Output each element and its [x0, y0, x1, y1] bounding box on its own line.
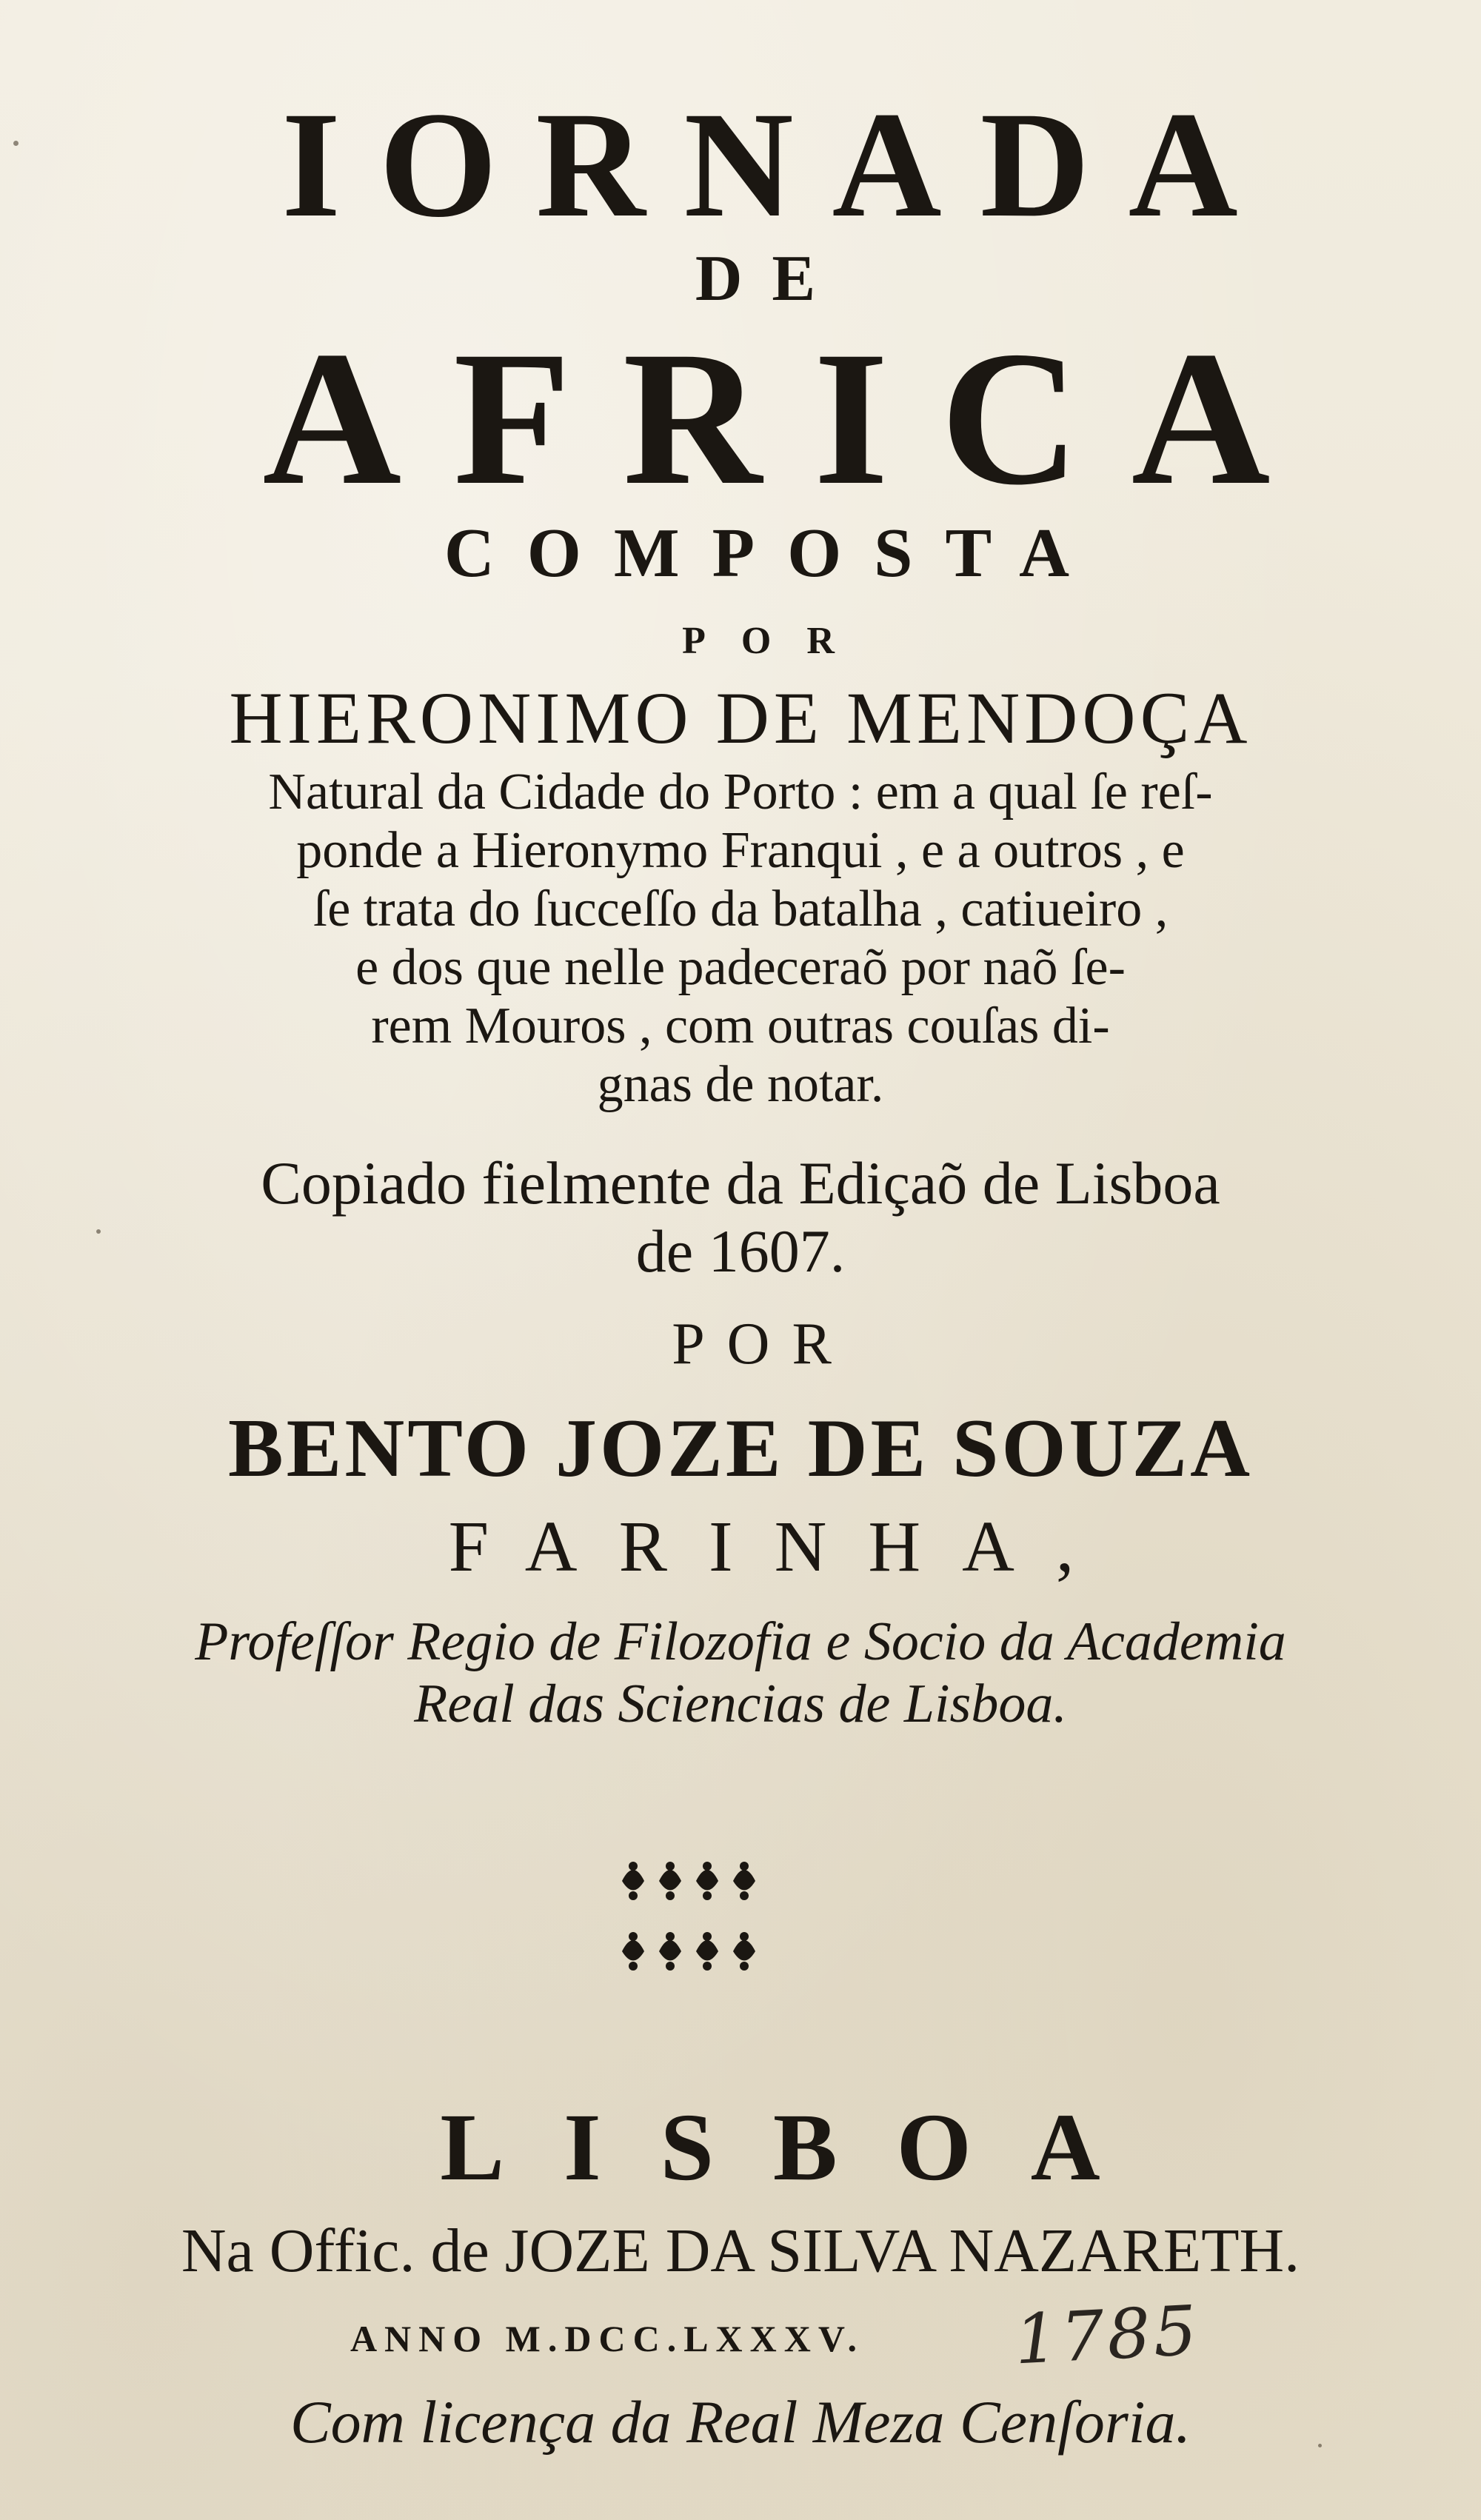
editor-title-line: Profeſſor Regio de Filozofia e Socio da Academia [195, 1611, 1286, 1672]
editor-name: BENTO JOZE DE SOUZA [227, 1403, 1254, 1494]
copied-line: Copiado fielmente da Ediçaõ de Lisboa [261, 1149, 1220, 1217]
description-line: ponde a Hieronymo Franqui , e a outros , e [296, 822, 1185, 879]
ink-spot [1318, 2444, 1322, 2447]
description-line: gnas de notar. [597, 1056, 884, 1113]
editor-title [0, 1611, 1481, 1735]
title-iornada: IORNADA [281, 81, 1277, 249]
por-label-2: POR [672, 1311, 854, 1377]
city-lisboa: LISBOA [440, 2094, 1160, 2201]
author-name: HIERONIMO DE MENDOÇA [229, 677, 1252, 759]
printer-line: Na Offic. de JOZE DA SILVA NAZARETH. [181, 2216, 1300, 2285]
editor-surname: FARINHA, [448, 1507, 1116, 1587]
description-block [0, 763, 1481, 1114]
year-roman: ANNO M.DCC.LXXXV. [350, 2318, 865, 2359]
ink-spot [96, 1229, 101, 1234]
editor-title-line: Real das Sciencias de Lisboa. [414, 1674, 1067, 1734]
ink-spot [13, 141, 19, 146]
license-line: Com licença da Real Meza Cenſoria. [290, 2388, 1191, 2456]
year-handwritten: 1785 [1012, 2290, 1202, 2380]
description-line: e dos que nelle padeceraõ por naõ ſe- [355, 939, 1126, 996]
description-line: Natural da Cidade do Porto : em a qual ſe reſ- [268, 763, 1213, 820]
title-de: DE [695, 243, 846, 315]
title-africa: AFRICA [262, 312, 1323, 525]
description-line: rem Mouros , com outras couſas di- [371, 997, 1110, 1055]
fleuron-ornament-icon [615, 1851, 770, 1985]
copied-line: de 1607. [635, 1217, 846, 1285]
copied-note [0, 1149, 1481, 1286]
por-label-1: POR [682, 620, 870, 662]
composta-label: COMPOSTA [444, 515, 1103, 592]
description-line: ſe trata do ſucceſſo da batalha , catiueiro , [312, 880, 1169, 938]
